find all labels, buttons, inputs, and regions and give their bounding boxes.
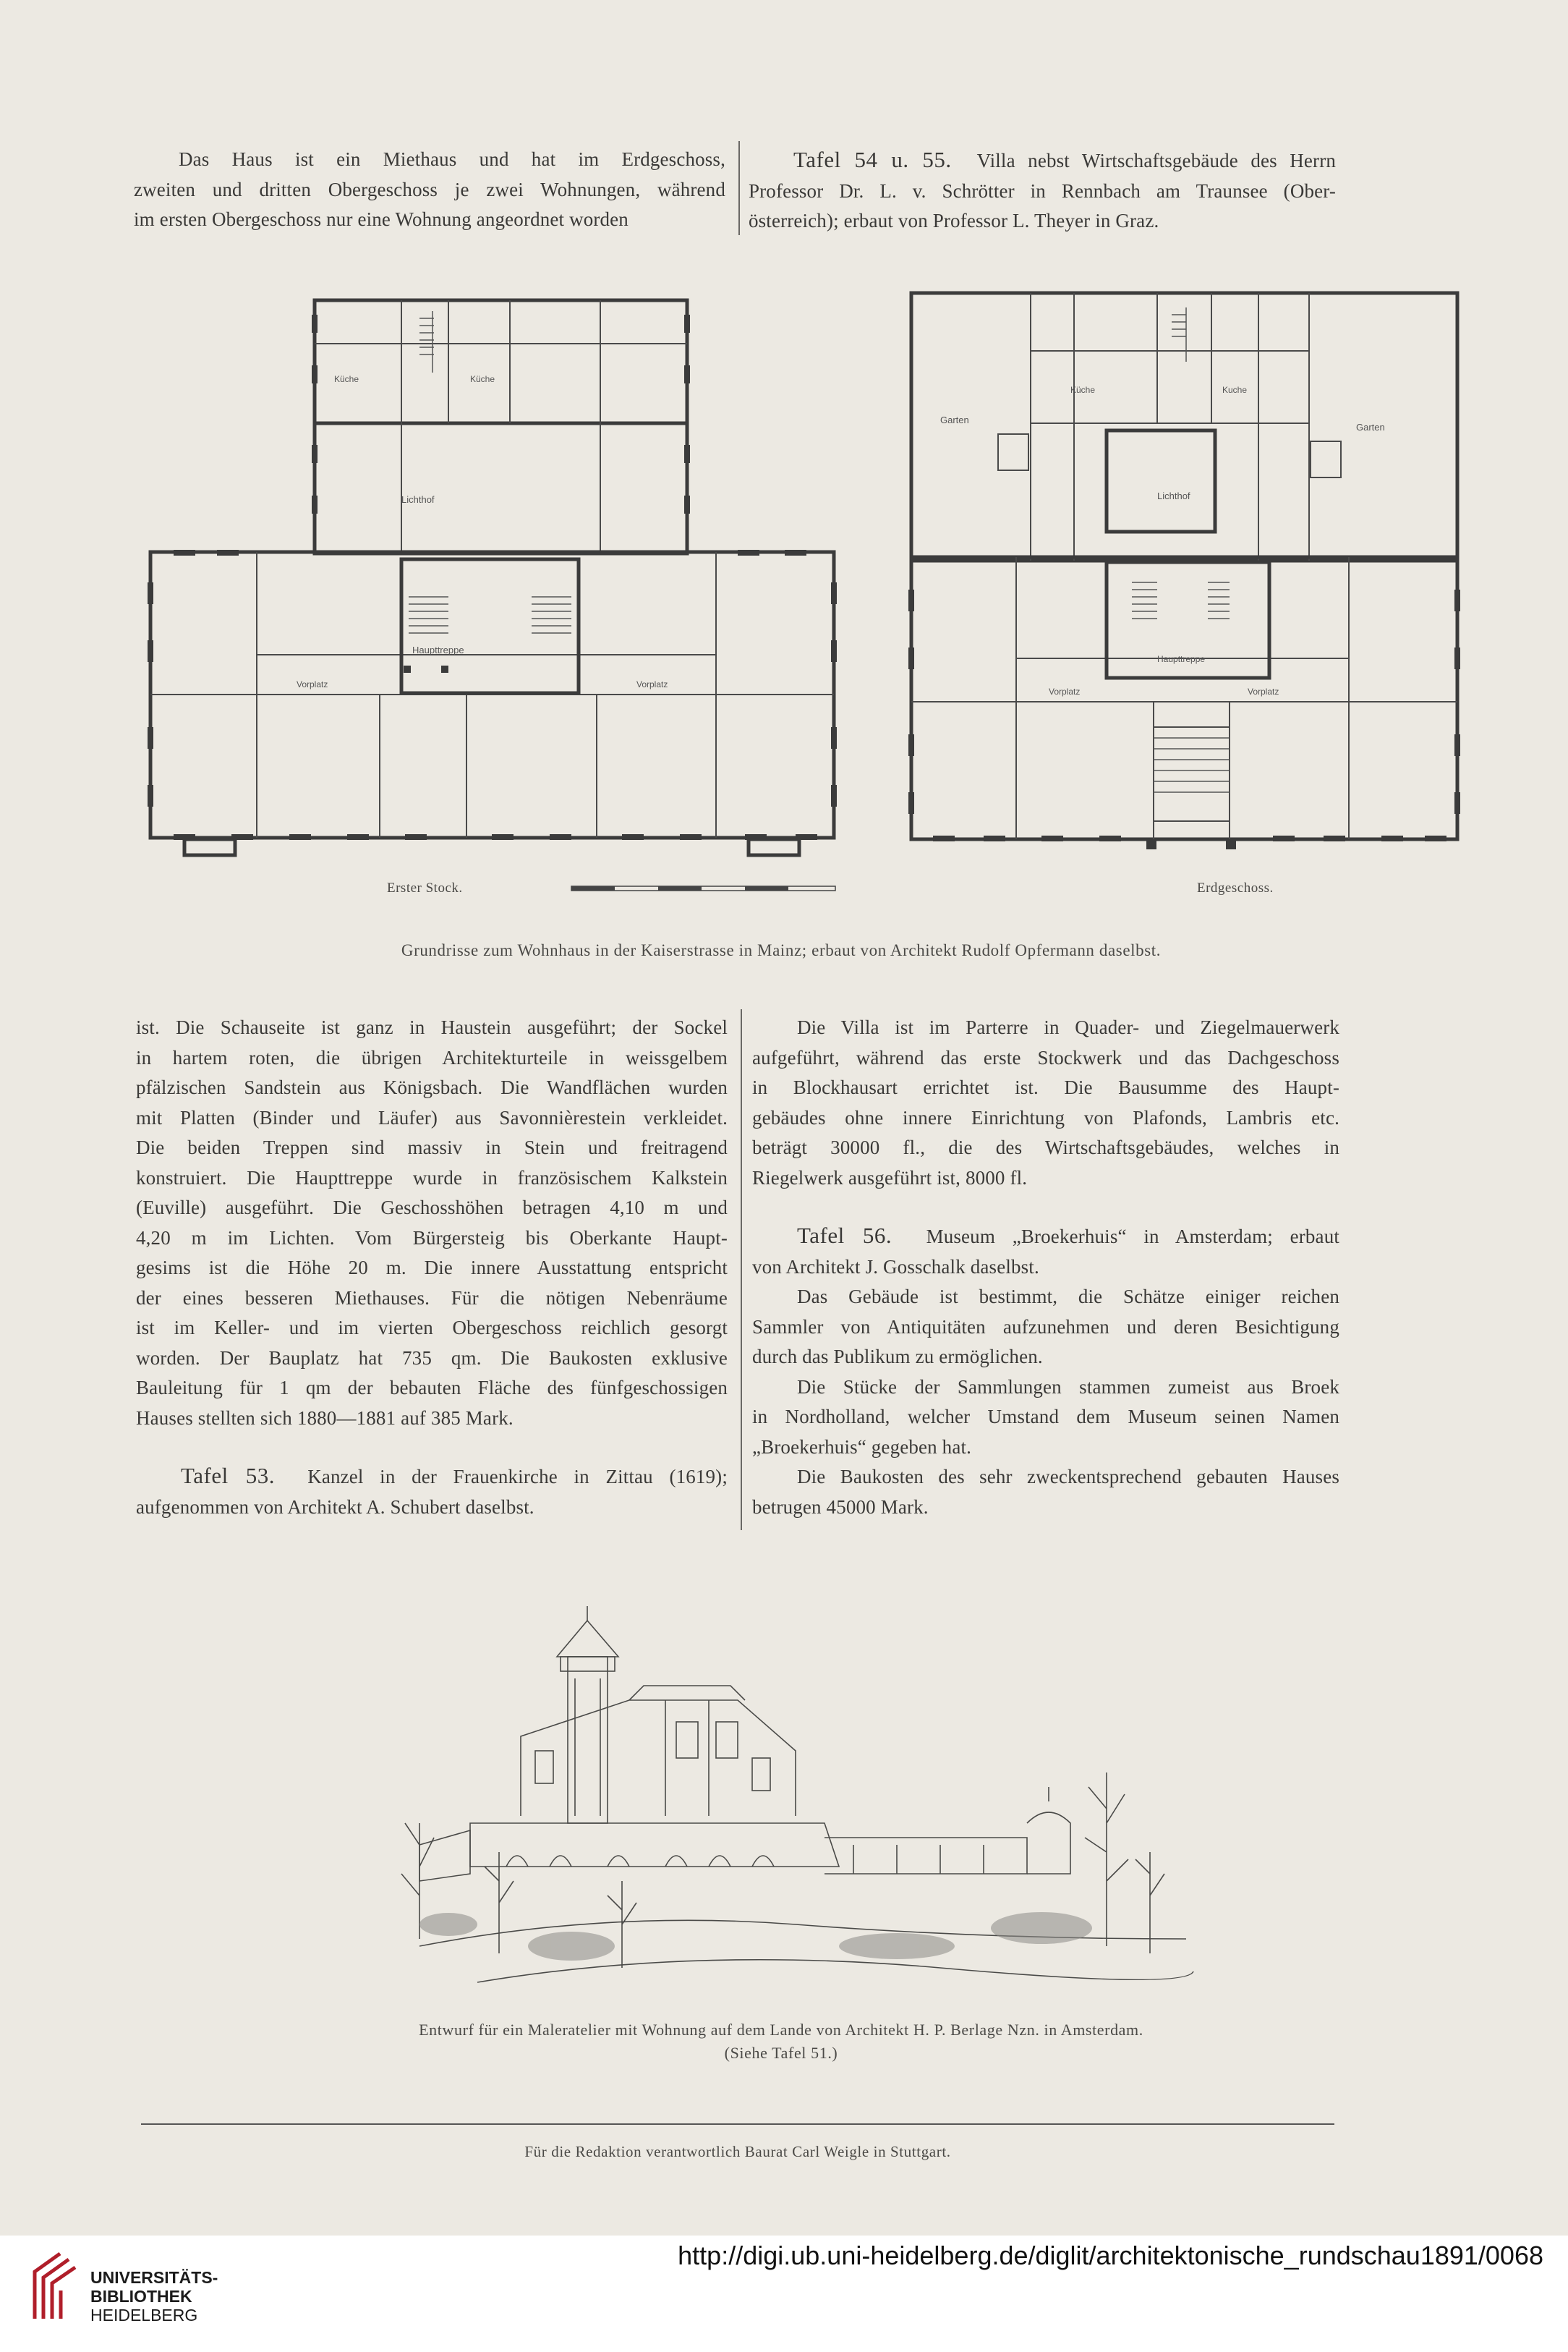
library-name	[90, 2268, 218, 2325]
room-label-kueche: Küche	[470, 374, 495, 384]
text-line: Hauses stellten sich 1880—1881 auf 385 Mark.	[136, 1406, 514, 1429]
text-line: Sammler von Antiquitäten aufzunehmen und deren Besichtigung	[752, 1315, 1339, 1338]
text-line: Die Villa ist im Parterre in Quader- und Ziegelmauerwerk	[797, 1016, 1339, 1038]
text-line: durch das Publikum zu ermöglichen.	[752, 1346, 1043, 1367]
text-line: mit Platten (Binder und Läufer) aus Savonnièrestein verkleidet.	[136, 1106, 728, 1129]
room-label-haupttreppe: Haupttreppe	[1157, 654, 1206, 664]
floorplan-ground-floor	[908, 293, 1460, 849]
text-fragment: Museum „Broekerhuis“ in Amsterdam; erbaut	[926, 1226, 1339, 1247]
text-line: konstruiert. Die Haupttreppe wurde in französischem Kalkstein	[136, 1166, 728, 1189]
library-name-line: BIBLIOTHEK	[90, 2287, 192, 2306]
text-line: Das Gebäude ist bestimmt, die Schätze einiger reichen	[797, 1286, 1339, 1307]
room-label-vorplatz: Vorplatz	[636, 679, 668, 689]
villa-illustration	[391, 1606, 1208, 1997]
text-line: österreich); erbaut von Professor L. Theyer in Graz.	[749, 210, 1159, 232]
room-label-kueche: Küche	[1070, 385, 1096, 395]
text-fragment: Kanzel in der Frauenkirche in Zittau (1619);	[307, 1466, 728, 1487]
room-label-vorplatz: Vorplatz	[297, 679, 328, 689]
text-line: im ersten Obergeschoss nur eine Wohnung angeordnet worden	[134, 208, 629, 230]
text-line: in hartem roten, die übrigen Architekturteile in weissgelbem	[136, 1046, 728, 1069]
text-line: der eines besseren Miethauses. Für die nötigen Nebenräume	[136, 1286, 728, 1309]
room-label-kueche: Küche	[334, 374, 359, 384]
floor-label-first: Erster Stock.	[387, 880, 463, 896]
text-line: von Architekt J. Gosschalk daselbst.	[752, 1255, 1039, 1278]
text-line: betrugen 45000 Mark.	[752, 1495, 929, 1518]
floor-label-ground: Erdgeschoss.	[1197, 880, 1274, 896]
text-line: Riegelwerk ausgeführt ist, 8000 fl.	[752, 1166, 1028, 1189]
text-line	[749, 145, 1336, 177]
text-line: gesims ist die Höhe 20 m. Die innere Ausstattung entspricht	[136, 1257, 728, 1278]
text-line	[136, 1461, 728, 1493]
text-line: aufgeführt, während das erste Stockwerk und das Dachgeschoss	[752, 1046, 1339, 1069]
floorplan-first-floor	[148, 300, 837, 855]
intro-left-column	[134, 145, 725, 235]
text-fragment: Villa nebst Wirtschaftsgebäude des Herrn	[976, 150, 1336, 171]
text-line: Bauleitung für 1 qm der bebauten Fläche des fünfgeschossigen	[136, 1377, 728, 1398]
scale-bar	[571, 886, 835, 891]
text-line: gebäudes ohne innere Einrichtung von Plafonds, Lambris etc.	[752, 1106, 1339, 1129]
text-line: Professor Dr. L. v. Schrötter in Rennbach am Traunsee (Ober-	[749, 179, 1336, 202]
intro-right-column	[749, 145, 1336, 237]
column-divider	[741, 1009, 742, 1530]
text-line	[752, 1220, 1339, 1252]
illustration-caption-line1: Entwurf für ein Maleratelier mit Wohnung auf dem Lande von Architekt H. P. Berlage Nzn. in Amsterdam.	[419, 2021, 1143, 2039]
room-label-garten: Garten	[1356, 422, 1385, 433]
text-line: pfälzischen Sandstein aus Königsbach. Die Wandflächen wurden	[136, 1077, 728, 1098]
text-line: worden. Der Bauplatz hat 735 qm. Die Baukosten exklusive	[136, 1346, 728, 1369]
text-line: (Euville) ausgeführt. Die Geschosshöhen betragen 4,10 m und	[136, 1197, 728, 1218]
text-line: beträgt 30000 fl., die des Wirtschaftsgebäudes, welches in	[752, 1137, 1339, 1158]
room-label-lichthof: Lichthof	[401, 494, 435, 505]
text-line: Die beiden Treppen sind massiv in Stein und freitragend	[136, 1137, 728, 1158]
floorplan-figure	[145, 279, 1385, 915]
text-line: Die Stücke der Sammlungen stammen zumeist aus Broek	[797, 1375, 1339, 1398]
plate-heading: Tafel 53.	[181, 1463, 275, 1488]
text-line: in Nordholland, welcher Umstand dem Museum seinen Namen	[752, 1406, 1339, 1427]
text-line: Die Baukosten des sehr zweckentsprechend gebauten Hauses	[797, 1466, 1339, 1487]
text-line: 4,20 m im Lichten. Vom Bürgersteig bis Oberkante Haupt-	[136, 1226, 728, 1249]
column-divider	[738, 141, 740, 235]
room-label-kuche: Kuche	[1222, 385, 1248, 395]
text-line: zweiten und dritten Obergeschoss je zwei Wohnungen, während	[134, 178, 725, 200]
right-body-column	[752, 1013, 1339, 1522]
plate-heading: Tafel 56.	[797, 1223, 892, 1248]
library-name-line: HEIDELBERG	[90, 2306, 198, 2325]
room-label-vorplatz: Vorplatz	[1248, 687, 1279, 697]
illustration-caption-line2: (Siehe Tafel 51.)	[724, 2044, 838, 2062]
text-line: in Blockhausart errichtet ist. Die Bausumme des Haupt-	[752, 1077, 1339, 1098]
text-line: aufgenommen von Architekt A. Schubert daselbst.	[136, 1495, 534, 1518]
text-line: ist im Keller- und im vierten Obergeschoss reichlich gesorgt	[136, 1317, 728, 1338]
text-line: Das Haus ist ein Miethaus und hat im Erdgeschoss,	[179, 148, 725, 170]
left-body-column	[136, 1013, 728, 1522]
imprint: Für die Redaktion verantwortlich Baurat Carl Weigle in Stuttgart.	[524, 2143, 951, 2160]
text-line: „Broekerhuis“ gegeben hat.	[752, 1435, 972, 1458]
plate-heading: Tafel 54 u. 55.	[793, 147, 952, 172]
room-label-haupttreppe: Haupttreppe	[412, 645, 464, 655]
library-name-line: UNIVERSITÄTS-	[90, 2268, 218, 2287]
text-line: ist. Die Schauseite ist ganz in Haustein ausgeführt; der Sockel	[136, 1016, 728, 1038]
library-logo-icon	[27, 2250, 80, 2322]
room-label-lichthof: Lichthof	[1157, 491, 1190, 501]
room-label-garten: Garten	[940, 415, 969, 425]
floorplan-caption: Grundrisse zum Wohnhaus in der Kaiserstrasse in Mainz; erbaut von Architekt Rudolf Opfermann daselbst.	[401, 941, 1162, 959]
source-url-link[interactable]: http://digi.ub.uni-heidelberg.de/diglit/architektonische_rundschau1891/0068	[678, 2241, 1543, 2270]
imprint-rule	[141, 2123, 1334, 2125]
room-label-vorplatz: Vorplatz	[1049, 687, 1081, 697]
